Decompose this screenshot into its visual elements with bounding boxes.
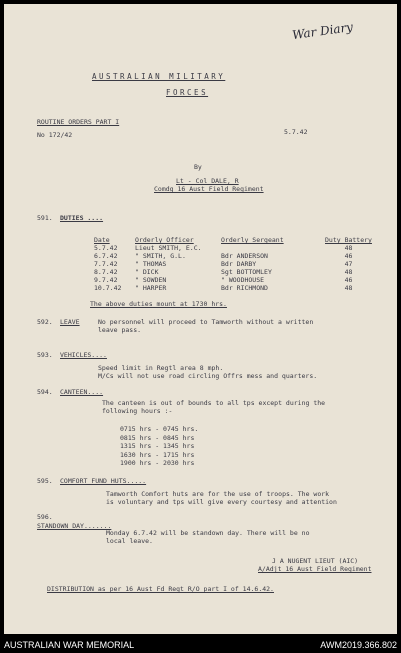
document-subtitle: FORCES <box>166 88 209 97</box>
section-number: 592. <box>37 318 53 326</box>
vehicles-text: M/Cs will not use road circling Offrs mess and quarters. <box>98 372 318 380</box>
leave-text: leave pass. <box>98 326 142 334</box>
table-row <box>94 252 376 260</box>
section-number: 595. <box>37 477 53 485</box>
standown-text: Monday 6.7.42 will be standown day. There will be no <box>106 529 310 537</box>
table-cell: 48 <box>344 268 353 276</box>
duties-heading: DUTIES .... <box>60 214 104 222</box>
table-row <box>94 276 376 284</box>
column-header: Date <box>94 236 110 244</box>
table-cell: Lieut SMITH, E.C. <box>135 244 202 252</box>
duties-note: The above duties mount at 1730 hrs. <box>90 300 227 308</box>
table-cell: " WOODHOUSE <box>221 276 265 284</box>
table-cell: 6.7.42 <box>94 252 118 260</box>
document-page <box>4 4 397 634</box>
table-cell: 9.7.42 <box>94 276 118 284</box>
table-row <box>94 284 376 292</box>
commander-unit: Comdg 16 Aust Field Regiment <box>154 185 264 193</box>
table-row <box>94 260 376 268</box>
column-header: Orderly Sergeant <box>221 236 284 244</box>
comfort-heading: COMFORT FUND HUTS..... <box>60 477 147 485</box>
table-header-row <box>94 236 376 244</box>
table-cell <box>221 244 325 252</box>
table-cell: Bdr DARBY <box>221 260 257 268</box>
table-cell: 46 <box>344 276 353 284</box>
handwritten-annotation: War Diary <box>291 19 354 43</box>
leave-heading: LEAVE <box>60 318 80 326</box>
section-number: 596. <box>37 513 53 521</box>
leave-text: No personnel will proceed to Tamworth without a written <box>98 318 314 326</box>
table-cell: " HARPER <box>135 284 167 292</box>
canteen-hours <box>120 425 198 468</box>
table-cell: 47 <box>344 260 353 268</box>
table-cell: Sgt BOTTOMLEY <box>221 268 272 276</box>
distribution-line: DISTRIBUTION as per 16 Aust Fd Regt R/O part I of 14.6.42. <box>47 585 274 593</box>
section-number: 591. <box>37 214 53 222</box>
canteen-text: The canteen is out of bounds to all tps except during the <box>102 399 326 407</box>
table-cell: 8.7.42 <box>94 268 118 276</box>
document-title: AUSTRALIAN MILITARY <box>92 72 226 81</box>
table-cell: 48 <box>344 284 353 292</box>
comfort-text: Tamworth Comfort huts are for the use of troops. The work <box>106 490 330 498</box>
footer-accession-number: AWM2019.366.802 <box>320 640 397 650</box>
table-cell: 46 <box>344 252 353 260</box>
vehicles-heading: VEHICLES.... <box>60 351 107 359</box>
footer-credit: AUSTRALIAN WAR MEMORIAL <box>4 640 135 650</box>
comfort-text: is voluntary and tps will give every courtesy and attention <box>106 498 337 506</box>
adjutant-title: A/Adjt 16 Aust Field Regiment <box>258 565 372 573</box>
hours-line: 1315 hrs - 1345 hrs <box>120 442 195 450</box>
hours-line: 1900 hrs - 2030 hrs <box>120 459 195 467</box>
adjutant-name: J A NUGENT LIEUT (AIC) <box>272 557 359 565</box>
hours-line: 0715 hrs - 0745 hrs. <box>120 425 199 433</box>
canteen-heading: CANTEEN.... <box>60 388 104 396</box>
hours-line: 1630 hrs - 1715 hrs <box>120 450 195 459</box>
order-date: 5.7.42 <box>284 128 308 136</box>
order-number: No 172/42 <box>37 131 73 139</box>
duties-table <box>94 236 376 292</box>
vehicles-text: Speed limit in Regtl area 8 mph. <box>98 364 224 372</box>
table-row <box>94 244 376 252</box>
table-cell: " SOWDEN <box>135 276 167 284</box>
hours-line: 0815 hrs - 0845 hrs <box>120 433 195 442</box>
table-row <box>94 268 376 276</box>
column-header: Orderly Officer <box>135 236 194 244</box>
table-cell: 48 <box>344 244 353 252</box>
table-cell: Bdr ANDERSON <box>221 252 268 260</box>
table-cell: 7.7.42 <box>94 260 118 268</box>
table-cell: " THOMAS <box>135 260 167 268</box>
by-label: By <box>194 163 202 171</box>
section-number: 593. <box>37 351 53 359</box>
canteen-text: following hours :- <box>102 407 173 415</box>
table-cell: Bdr RICHMOND <box>221 284 268 292</box>
column-header: Duty Battery <box>325 236 372 244</box>
table-cell: 5.7.42 <box>94 244 118 252</box>
standown-text: local leave. <box>106 537 153 545</box>
commander-name: Lt - Col DALE, R <box>176 177 239 185</box>
orders-title: ROUTINE ORDERS PART I <box>37 118 120 126</box>
table-cell: " SMITH, G.L. <box>135 252 186 260</box>
standown-heading: STANDOWN DAY....... <box>37 522 112 530</box>
table-cell: 10.7.42 <box>94 284 122 292</box>
table-cell: " DICK <box>135 268 159 276</box>
section-number: 594. <box>37 388 53 396</box>
